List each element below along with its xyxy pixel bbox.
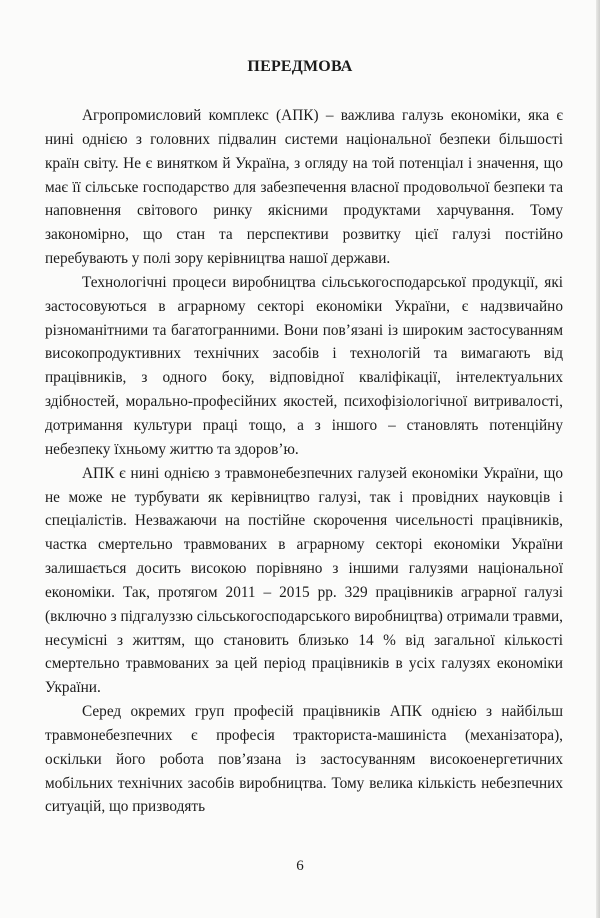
page-number: 6	[296, 858, 304, 874]
page-edge-shadow	[596, 0, 600, 918]
paragraph-1: Агропромисловий комплекс (АПК) – важлива галузь економіки, яка є нині однією з головних підвалин системи національної безпеки більшості країн світу. Не є винятком й Україна, з огляду на той потенціал і значення, що має її сільське господарство для забезпечення власної продовольчої безпеки та наповнення світового ринку якісними продуктами харчування. Тому закономірно, що стан та перспективи розвитку цієї галузі постійно перебувають у полі зору керівництва нашої держави.	[45, 107, 563, 268]
page-title: ПЕРЕДМОВА	[247, 58, 353, 75]
body-text	[45, 104, 563, 819]
paragraph-2: Технологічні процеси виробництва сільськогосподарської продукції, які застосовуються в аграрному секторі економіки України, є надзвичайно різноманітними та багатогранними. Вони пов’язані із широким застосуванням високопродуктивних технічних засобів і технологій та вимагають від працівників, з одного боку, відповідної кваліфікації, інтелектуальних здібностей, морально-професійних якостей, психофізіологічної витривалості, дотримання культури праці тощо, а з іншого – становлять потенційну небезпеку їхньому життю та здоров’ю.	[45, 273, 563, 458]
paragraph-4: Серед окремих груп професій працівників АПК однією з найбільш травмонебезпечних є професія тракториста-машиніста (механізатора), оскільки його робота пов’язана із застосуванням високоенергетичних мобільних технічних засобів виробництва. Тому велика кількість небезпечних ситуацій, що призводять	[45, 703, 563, 816]
paragraph-3: АПК є нині однією з травмонебезпечних галузей економіки України, що не може не турбувати як керівництво галузі, так і провідних науковців і спеціалістів. Незважаючи на постійне скорочення чисельності працівників, частка смертельно травмованих в аграрному секторі економіки України залишається досить високою порівняно з іншими галузями національної економіки. Так, протягом 2011 – 2015 рр. 329 працівників аграрної галузі (включно з підгалуззю сільськогосподарського виробництва) отримали травми, несумісні з життям, що становить близько 14 % від загальної кількості смертельно травмованих за цей період працівників в усіх галузях економіки України.	[45, 464, 563, 697]
